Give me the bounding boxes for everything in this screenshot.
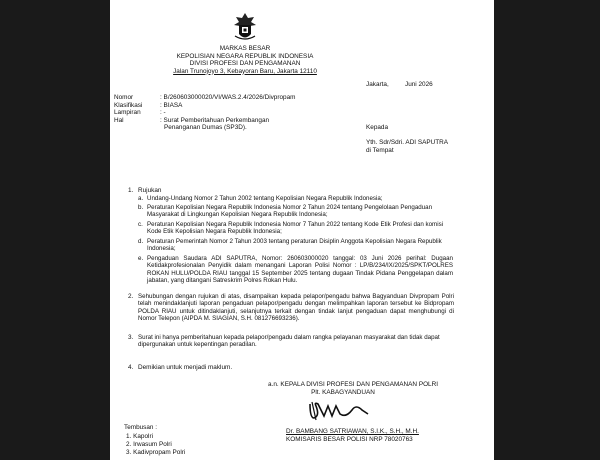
header-line-1: MARKAS BESAR <box>219 45 271 52</box>
signature-an: a.n. KEPALA DIVISI PROFESI DAN PENGAMANAN POLRI <box>268 381 438 388</box>
hal-value-1: : Surat Pemberitahuan Perkembangan <box>160 116 270 124</box>
point-1-number: 1. <box>128 187 134 194</box>
letter-date: Juni 2026 <box>405 81 433 88</box>
tembusan-item: 1. Kapolri <box>126 433 153 440</box>
point-2-number: 2. <box>128 293 134 300</box>
recipient-yth: Yth. Sdr/Sdri. ADI SAPUTRA <box>366 139 449 146</box>
ref-text-b: Peraturan Kepolisian Negara Republik Indonesia Nomor 2 Tahun 2024 tentang Pengelolaan Pengaduan Masyarakat di Lingkungan Kepolisian Negara Republik Indonesia; <box>147 204 433 219</box>
ref-text-e: Pengaduan Saudara ADI SAPUTRA, Nomor: 260603000020 tanggal: 03 Juni 2026 perihal: Dugaan Ketidakprofesionalan Penyidik dalam menangani Laporan Polisi Nomor : LP/B/234/IX/2025/SPKT/POLRES ROKAN HULU/POLDA RIAU tanggal 15 September 2025 tentang dugaan Tindak Pidana Penggelapan dalam jabatan, yang ditangani Satreskrim Polres Rokan Hulu. <box>147 255 453 285</box>
ref-letter-d: d. <box>138 238 144 245</box>
header-line-2: KEPOLISIAN NEGARA REPUBLIK INDONESIA <box>176 52 314 60</box>
nomor-value: : B/260603000020/VI/WAS.2.4/2026/Divpropam <box>160 94 296 101</box>
recipient-kepada: Kepada <box>366 124 389 131</box>
tembusan-title: Tembusan : <box>124 424 158 431</box>
klasifikasi-value: : BIASA <box>160 101 183 109</box>
nomor-label: Nomor <box>114 94 134 101</box>
handwritten-signature <box>306 398 376 422</box>
header-line-3: DIVISI PROFESI DAN PENGAMANAN <box>189 60 301 67</box>
signature-plt: Plt. KABAGYANDUAN <box>311 388 375 396</box>
ref-text-a: Undang-Undang Nomor 2 Tahun 2002 tentang Kepolisian Negara Republik Indonesia; <box>147 195 383 202</box>
header-address: Jalan Trunojoyo 3, Kebayoran Baru, Jakarta 12110 <box>173 67 317 75</box>
police-emblem-icon <box>231 12 259 42</box>
letter-page <box>110 0 494 460</box>
ref-letter-c: c. <box>138 221 143 228</box>
tembusan-item: 2. Irwasum Polri <box>126 441 172 448</box>
ref-text-d: Peraturan Pemerintah Nomor 2 Tahun 2003 tentang peraturan Disiplin Anggota Kepolisian Negara Republik Indonesia; <box>147 238 442 253</box>
point-1-title: Rujukan <box>138 187 162 194</box>
lampiran-label: Lampiran <box>114 109 141 116</box>
ref-letter-a: a. <box>138 195 144 202</box>
point-3-number: 3. <box>128 334 134 341</box>
tembusan-item: 3. Kadivpropam Polri <box>126 449 186 456</box>
point-4-number: 4. <box>128 364 134 371</box>
recipient-place: di Tempat <box>366 147 394 154</box>
ref-letter-b: b. <box>138 204 144 211</box>
signatory-rank: KOMISARIS BESAR POLISI NRP 78020763 <box>286 436 413 443</box>
point-4-text: Demikian untuk menjadi maklum. <box>138 364 233 371</box>
lampiran-value: : - <box>160 109 166 116</box>
klasifikasi-label: Klasifikasi <box>114 101 143 109</box>
place-city: Jakarta, <box>366 81 389 88</box>
point-3-text: Surat ini hanya pemberitahuan kepada pelapor/pengadu dalam rangka pelayanan masyarakat dan tidak dapat dipergunakan untuk kepentingan peradilan. <box>138 334 440 349</box>
ref-text-c: Peraturan Kepolisian Negara Republik Indonesia Nomor 7 Tahun 2022 tentang Kode Etik Profesi dan komisi Kode Etik Kepolisian Negara Republik Indonesia; <box>147 221 444 236</box>
signatory-name: Dr. BAMBANG SATRIAWAN, S.I.K., S.H., M.H. <box>286 428 419 435</box>
point-2-text: Sehubungan dengan rujukan di atas, disampaikan kepada pelapor/pengadu bahwa Bagyanduan Divpropam Polri telah menindaklanjuti laporan pengaduan pelapor/pengadu dengan melimpahkan laporan tersebut ke Bidpropam POLDA RIAU untuk ditindaklanjuti, selanjutnya terkait dengan tindak lanjut pengaduan dapat menghubungi di Nomor Telepon (AIPDA M. SIAGIAN, S.H. 081276693236). <box>138 293 454 323</box>
hal-value-2: Penanganan Dumas (SP3D). <box>164 124 247 131</box>
ref-letter-e: e. <box>138 255 144 262</box>
hal-label: Hal <box>114 116 124 124</box>
